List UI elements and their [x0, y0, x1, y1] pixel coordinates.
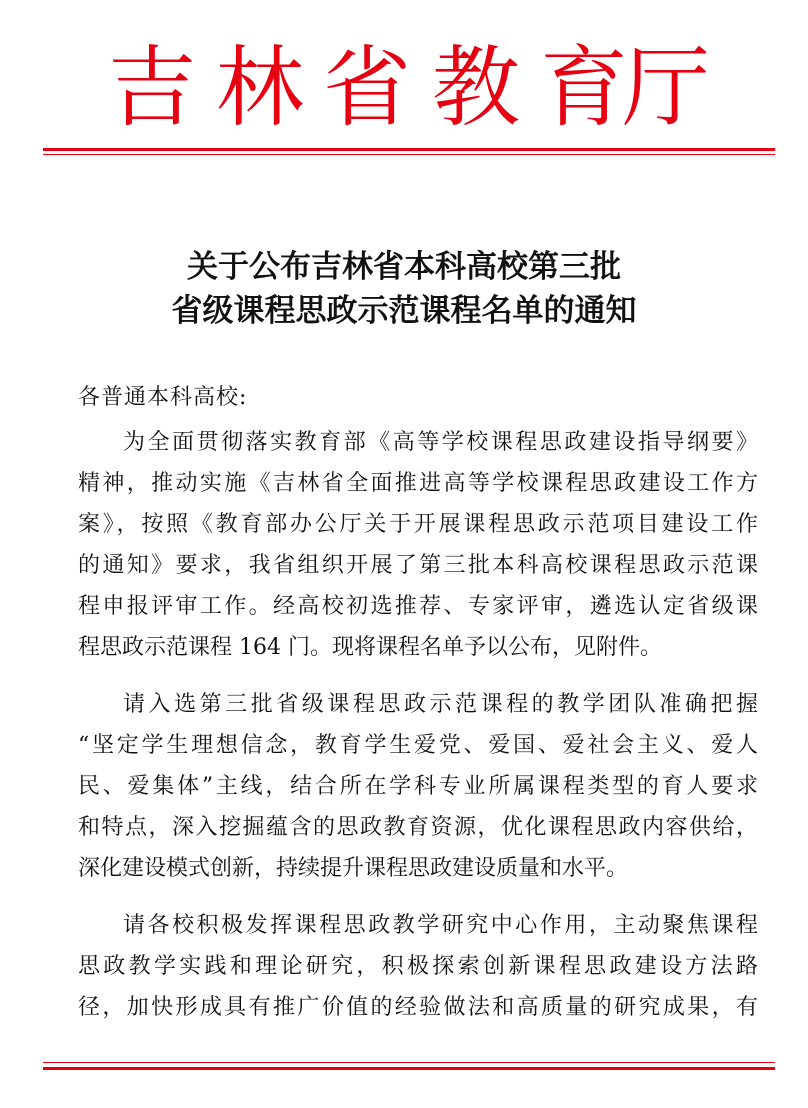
paragraph-2-line-2: “坚定学生理想信念，教育学生爱党、爱国、爱社会主义、爱人: [78, 733, 758, 758]
paragraph-3-line-1: 请各校积极发挥课程思政教学研究中心作用，主动聚焦课程: [123, 913, 758, 938]
footer-rule-thin: [43, 1062, 775, 1063]
masthead-char-6: 厅: [622, 36, 711, 139]
masthead-char-1: 吉: [108, 36, 197, 139]
paragraph-3-line-2: 思政教学实践和理论研究，积极探索创新课程思政建设方法路: [78, 954, 758, 979]
paragraph-1-line-1: 为全面贯彻落实教育部《高等学校课程思政建设指导纲要》: [123, 430, 758, 455]
letterhead-masthead: [0, 38, 808, 138]
paragraph-1-line-3: 案》，按照《教育部办公厅关于开展课程思政示范项目建设工作: [78, 512, 758, 537]
header-rule-thick: [43, 148, 775, 151]
document-title-line-1: 关于公布吉林省本科高校第三批: [187, 249, 621, 285]
footer-rule-thick: [43, 1067, 775, 1070]
paragraph-1-line-2: 精神，推动实施《吉林省全面推进高等学校课程思政建设工作方: [78, 471, 758, 496]
paragraph-1-line-6: 程思政示范课程 164 门。现将课程名单予以公布，见附件。: [78, 635, 662, 660]
paragraph-2-line-3: 民、爱集体”主线，结合所在学科专业所属课程类型的育人要求: [78, 774, 758, 799]
document-title-line-2: 省级课程思政示范课程名单的通知: [171, 293, 637, 329]
paragraph-1-line-4: 的通知》要求，我省组织开展了第三批本科高校课程思政示范课: [78, 553, 758, 578]
paragraph-1-line-5: 程申报评审工作。经高校初选推荐、专家评审，遴选认定省级课: [78, 594, 758, 619]
masthead-char-5: 育: [540, 36, 629, 139]
paragraph-2-line-5: 深化建设模式创新，持续提升课程思政建设质量和水平。: [78, 856, 629, 881]
masthead-char-3: 省: [323, 36, 412, 139]
paragraph-2-line-1: 请入选第三批省级课程思政示范课程的教学团队准确把握: [123, 692, 758, 717]
masthead-char-4: 教: [432, 36, 521, 139]
salutation: 各普通本科高校:: [78, 385, 248, 410]
header-rule-thin: [43, 154, 775, 155]
paragraph-3-line-3: 径，加快形成具有推广价值的经验做法和高质量的研究成果，有: [78, 995, 758, 1020]
paragraph-2-line-4: 和特点，深入挖掘蕴含的思政教育资源，优化课程思政内容供给，: [78, 815, 758, 840]
masthead-char-2: 林: [216, 36, 305, 139]
